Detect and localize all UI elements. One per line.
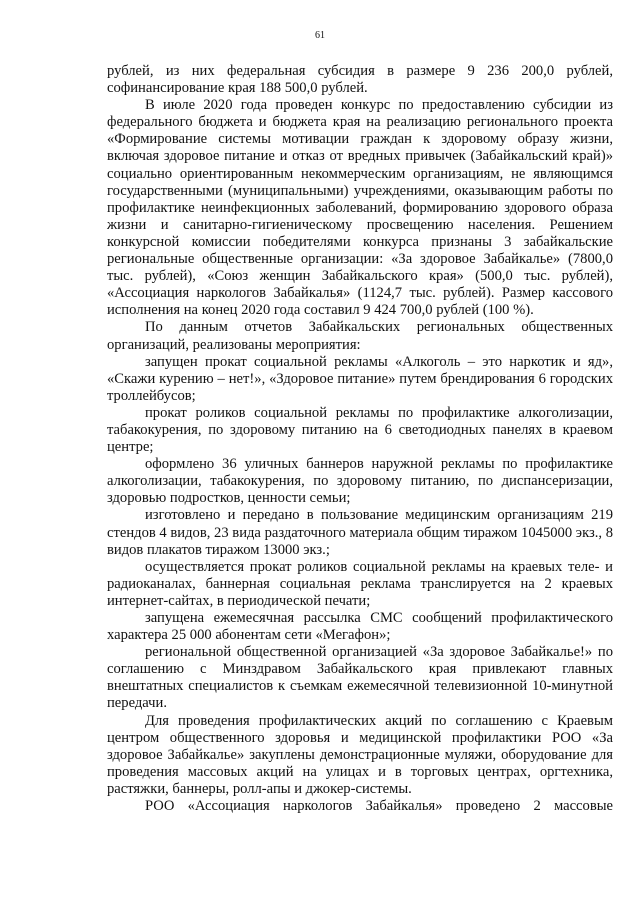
- list-item-sms-mailing: запущена ежемесячная рассылка СМС сообщений профилактического характера 25 000 абонентам сети «Мегафон»;: [107, 610, 613, 644]
- paragraph-prevention-equipment: Для проведения профилактических акций по соглашению с Краевым центром общественного здоровья и медицинской профилактики РОО «За здоровое Забайкалье» закуплены демонстрационные муляжи, оборудование для проведения массовых акций на улицах и в торговых центрах, оргтехника, растяжки, баннеры, ролл-апы и джокер-системы.: [107, 712, 613, 797]
- paragraph-competition-2020: В июле 2020 года проведен конкурс по предоставлению субсидии из федерального бюджета и бюджета края на реализацию регионального проекта «Формирование системы мотивации граждан к здоровому образу жизни, включая здоровое питание и отказ от вредных привычек (Забайкальский край)» социально ориентированным некоммерческим организациям, не являющимся государственными (муниципальными) учреждениями, оказывающим работы по профилактике неинфекционных заболеваний, формированию здорового образа жизни и санитарно-гигиеническому просвещению населения. Решением конкурсной комиссии победителями конкурса признаны 3 забайкальские региональные общественные организации: «За здоровое Забайкалье» (7800,0 тыс. рублей), «Союз женщин Забайкальского края» (500,0 тыс. рублей), «Ассоциация наркологов Забайкалья» (1124,7 тыс. рублей). Размер кассового исполнения на конец 2020 года составил 9 424 700,0 рублей (100 %).: [107, 97, 613, 319]
- list-item-tv-program: региональной общественной организацией «За здоровое Забайкалье!» по соглашению с Минздравом Забайкальского края привлекают главных внештатных специалистов к съемкам ежемесячной телевизионной 10-минутной передачи.: [107, 644, 613, 712]
- list-item-trolleybus-ads: запущен прокат социальной рекламы «Алкоголь – это наркотик и яд», «Скажи курению – нет!», «Здоровое питание» путем брендирования 6 городских троллейбусов;: [107, 353, 613, 404]
- paragraph-reports-intro: По данным отчетов Забайкальских региональных общественных организаций, реализованы мероприятия:: [107, 319, 613, 353]
- list-item-stands-materials: изготовлено и передано в пользование медицинским организациям 219 стендов 4 видов, 23 вида раздаточного материала общим тиражом 1045000 экз., 8 видов плакатов тиражом 13000 экз.;: [107, 507, 613, 558]
- list-item-led-panels: прокат роликов социальной рекламы по профилактике алкоголизации, табакокурения, по здоровому питанию на 6 светодиодных панелях в краевом центре;: [107, 404, 613, 456]
- page-number: 61: [315, 30, 325, 41]
- document-body: [107, 63, 613, 815]
- paragraph-subsidy-continuation: рублей, из них федеральная субсидия в размере 9 236 200,0 рублей, софинансирование края 188 500,0 рублей.: [107, 63, 613, 97]
- paragraph-narcologists-association: РОО «Ассоциация наркологов Забайкалья» проведено 2 массовые: [145, 798, 613, 815]
- list-item-street-banners: оформлено 36 уличных баннеров наружной рекламы по профилактике алкоголизации, табакокурения, по здоровому питанию, по диспансеризации, здоровью подростков, ценности семьи;: [107, 456, 613, 507]
- list-item-tv-radio-ads: осуществляется прокат роликов социальной рекламы на краевых теле- и радиоканалах, баннерная социальная реклама транслируется на 2 краевых интернет-сайтах, в периодической печати;: [107, 558, 613, 609]
